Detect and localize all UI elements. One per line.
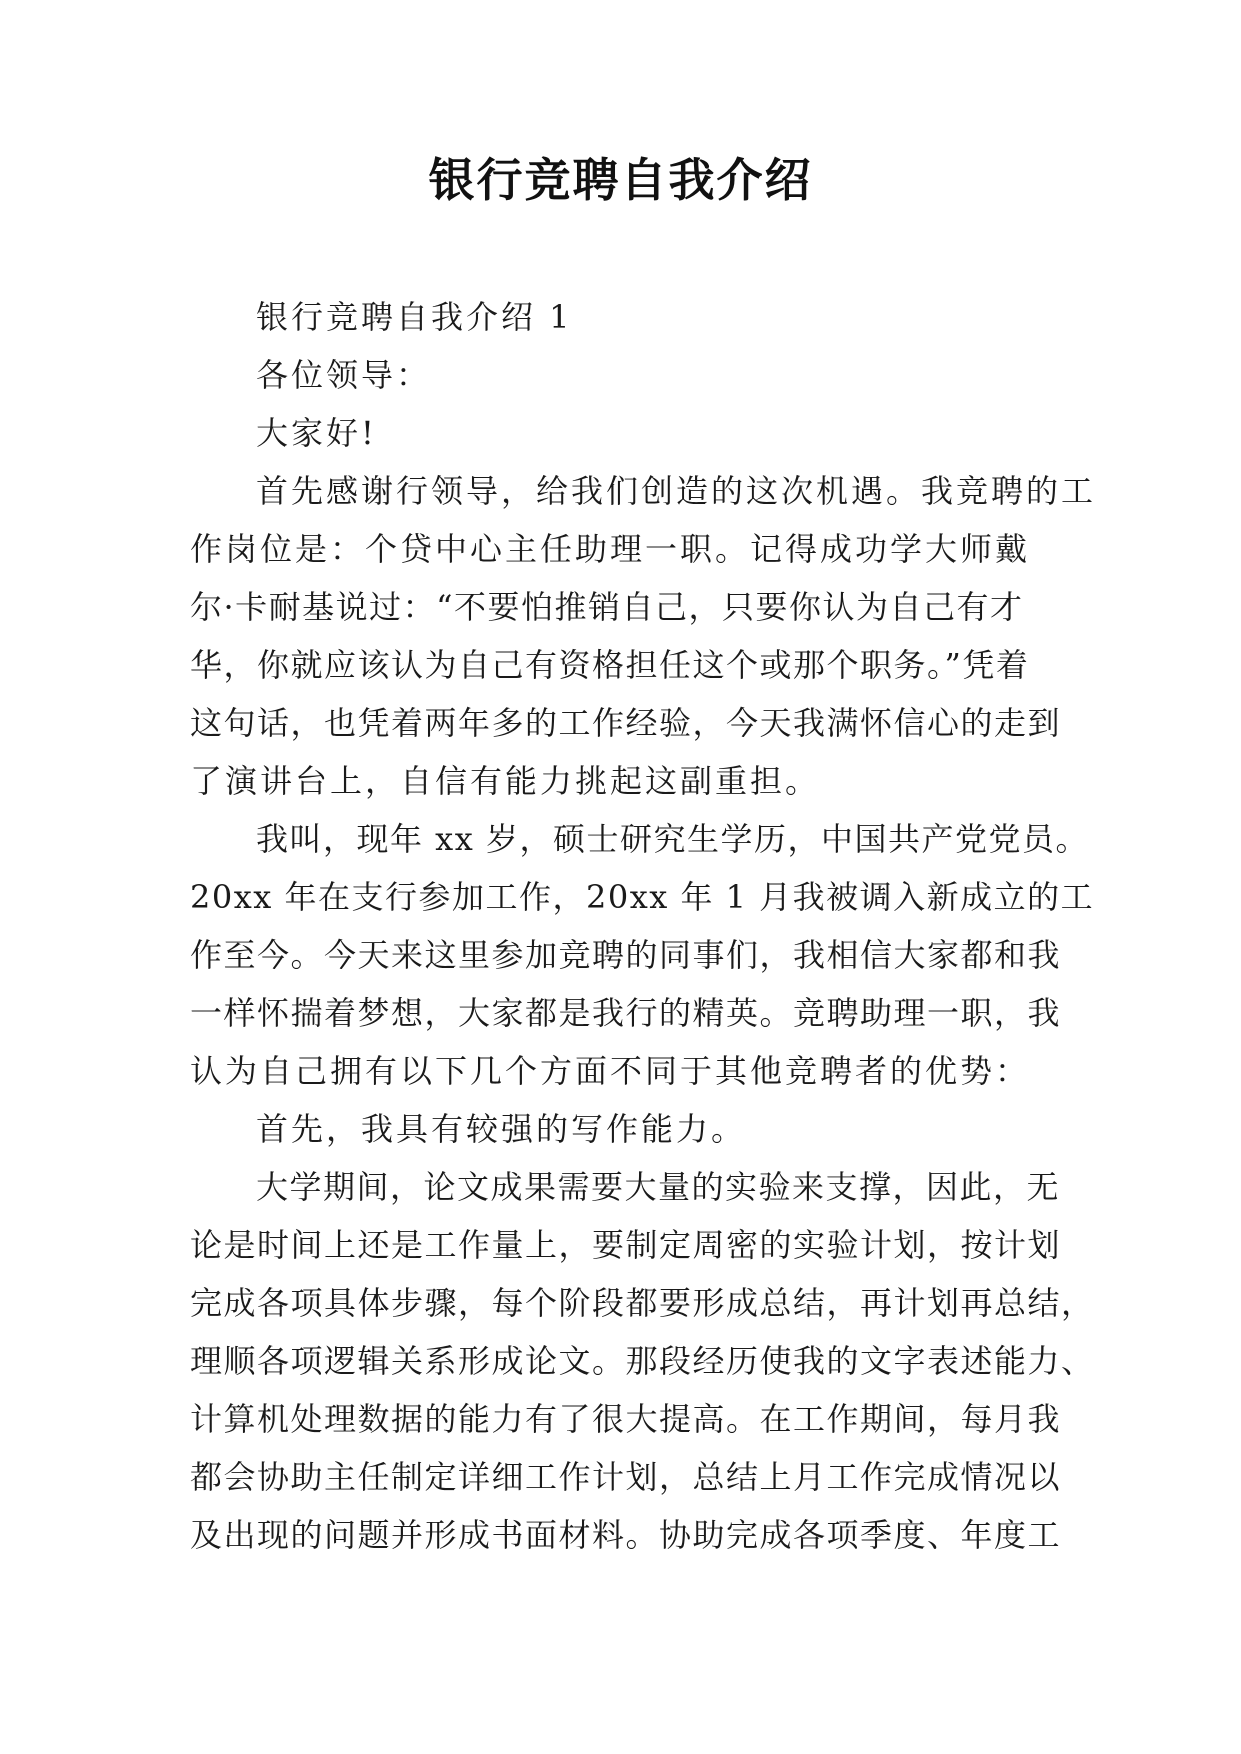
paragraph-line: 作至今。今天来这里参加竞聘的同事们，我相信大家都和我 <box>190 936 1062 974</box>
paragraph-line: 都会协助主任制定详细工作计划，总结上月工作完成情况以 <box>190 1458 1062 1496</box>
section-heading: 银行竞聘自我介绍 1 <box>256 298 573 336</box>
paragraph-line: 了演讲台上，自信有能力挑起这副重担。 <box>190 762 821 800</box>
paragraph-line: 首先感谢行领导，给我们创造的这次机遇。我竞聘的工 <box>256 472 1097 510</box>
paragraph-line: 20xx 年在支行参加工作，20xx 年 1 月我被调入新成立的工 <box>190 878 1095 916</box>
paragraph-line: 大学期间，论文成果需要大量的实验来支撑，因此，无 <box>256 1168 1061 1206</box>
paragraph-line: 尔·卡耐基说过：“不要怕推销自己，只要你认为自己有才 <box>190 588 1024 626</box>
paragraph-line: 理顺各项逻辑关系形成论文。那段经历使我的文字表述能力、 <box>190 1342 1095 1380</box>
paragraph-line: 我叫，现年 xx 岁，硕士研究生学历，中国共产党党员。 <box>256 820 1089 858</box>
document-body <box>190 288 1097 1564</box>
paragraph-line: 这句话，也凭着两年多的工作经验，今天我满怀信心的走到 <box>190 704 1062 742</box>
document-title: 银行竞聘自我介绍 <box>428 153 813 207</box>
paragraph-line: 华，你就应该认为自己有资格担任这个或那个职务。”凭着 <box>190 646 1030 684</box>
paragraph-line: 认为自己拥有以下几个方面不同于其他竞聘者的优势： <box>190 1052 1031 1090</box>
paragraph-line: 首先，我具有较强的写作能力。 <box>256 1110 747 1148</box>
paragraph-line: 及出现的问题并形成书面材料。协助完成各项季度、年度工 <box>190 1516 1062 1554</box>
paragraph-line: 计算机处理数据的能力有了很大提高。在工作期间，每月我 <box>190 1400 1062 1438</box>
paragraph-line: 作岗位是：个贷中心主任助理一职。记得成功学大师戴 <box>190 530 1031 568</box>
greeting: 大家好! <box>256 414 377 452</box>
paragraph-line: 完成各项具体步骤，每个阶段都要形成总结，再计划再总结， <box>190 1284 1095 1322</box>
paragraph-line: 论是时间上还是工作量上，要制定周密的实验计划，按计划 <box>190 1226 1062 1264</box>
paragraph-line: 一样怀揣着梦想，大家都是我行的精英。竞聘助理一职，我 <box>190 994 1062 1032</box>
salutation: 各位领导： <box>256 356 432 394</box>
